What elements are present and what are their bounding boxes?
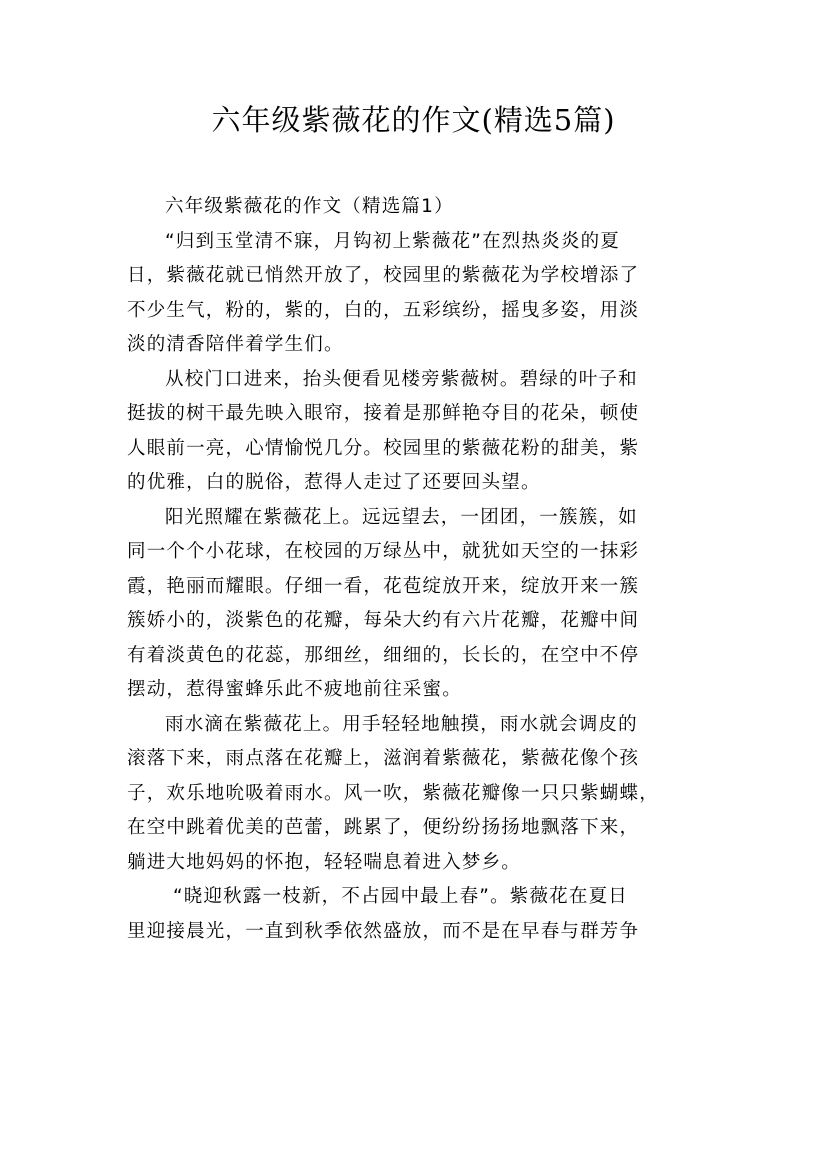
paragraph-line: 从校门口进来，抬头便看见楼旁紫薇树。碧绿的叶子和 (165, 368, 638, 390)
paragraph-line: 雨水滴在紫薇花上。用手轻轻地触摸，雨水就会调皮的 (165, 713, 638, 735)
paragraph-line: “归到玉堂清不寐，月钩初上紫薇花”在烈热炎炎的夏 (165, 230, 620, 252)
paragraph-line: 子，欢乐地吮吸着雨水。风一吹，紫薇花瓣像一只只紫蝴蝶， (127, 782, 659, 804)
paragraph-line: “晓迎秋露一枝新，不占园中最上春”。紫薇花在夏日 (173, 886, 628, 907)
paragraph-line: 在空中跳着优美的芭蕾，跳累了，便纷纷扬扬地飘落下来， (127, 817, 640, 838)
paragraph-line: 阳光照耀在紫薇花上。远远望去，一团团，一簇簇，如 (165, 506, 638, 528)
paragraph-line: 滚落下来，雨点落在花瓣上，滋润着紫薇花，紫薇花像个孩 (127, 748, 640, 769)
paragraph-line: 不少生气，粉的，紫的，白的，五彩缤纷，摇曳多姿，用淡 (127, 299, 640, 321)
paragraph-line: 淡的清香陪伴着学生们。 (127, 334, 344, 355)
document-title: 六年级紫薇花的作文(精选5篇) (211, 103, 616, 137)
paragraph-line: 人眼前一亮，心情愉悦几分。校园里的紫薇花粉的甜美，紫 (127, 437, 640, 459)
section-heading: 六年级紫薇花的作文（精选篇1） (165, 196, 454, 217)
paragraph-line: 霞，艳丽而耀眼。仔细一看，花苞绽放开来，绽放开来一簇 (127, 575, 640, 597)
paragraph-line: 簇娇小的，淡紫色的花瓣，每朵大约有六片花瓣，花瓣中间 (127, 610, 640, 631)
paragraph-line: 的优雅，白的脱俗，惹得人走过了还要回头望。 (127, 472, 541, 493)
paragraph-line: 里迎接晨光，一直到秋季依然盛放，而不是在早春与群芳争 (127, 920, 640, 942)
paragraph-line: 躺进大地妈妈的怀抱，轻轻喘息着进入梦乡。 (127, 851, 522, 873)
paragraph-line: 同一个个小花球，在校园的万绿丛中，就犹如天空的一抹彩 (127, 541, 640, 562)
paragraph-line: 挺拔的树干最先映入眼帘，接着是那鲜艳夺目的花朵，顿使 (127, 403, 640, 424)
document-body (127, 190, 705, 949)
paragraph-line: 有着淡黄色的花蕊，那细丝，细细的，长长的，在空中不停 (127, 644, 640, 666)
paragraph-line: 摆动，惹得蜜蜂乐此不疲地前往采蜜。 (127, 679, 462, 700)
paragraph-line: 日，紫薇花就已悄然开放了，校园里的紫薇花为学校增添了 (127, 265, 640, 286)
